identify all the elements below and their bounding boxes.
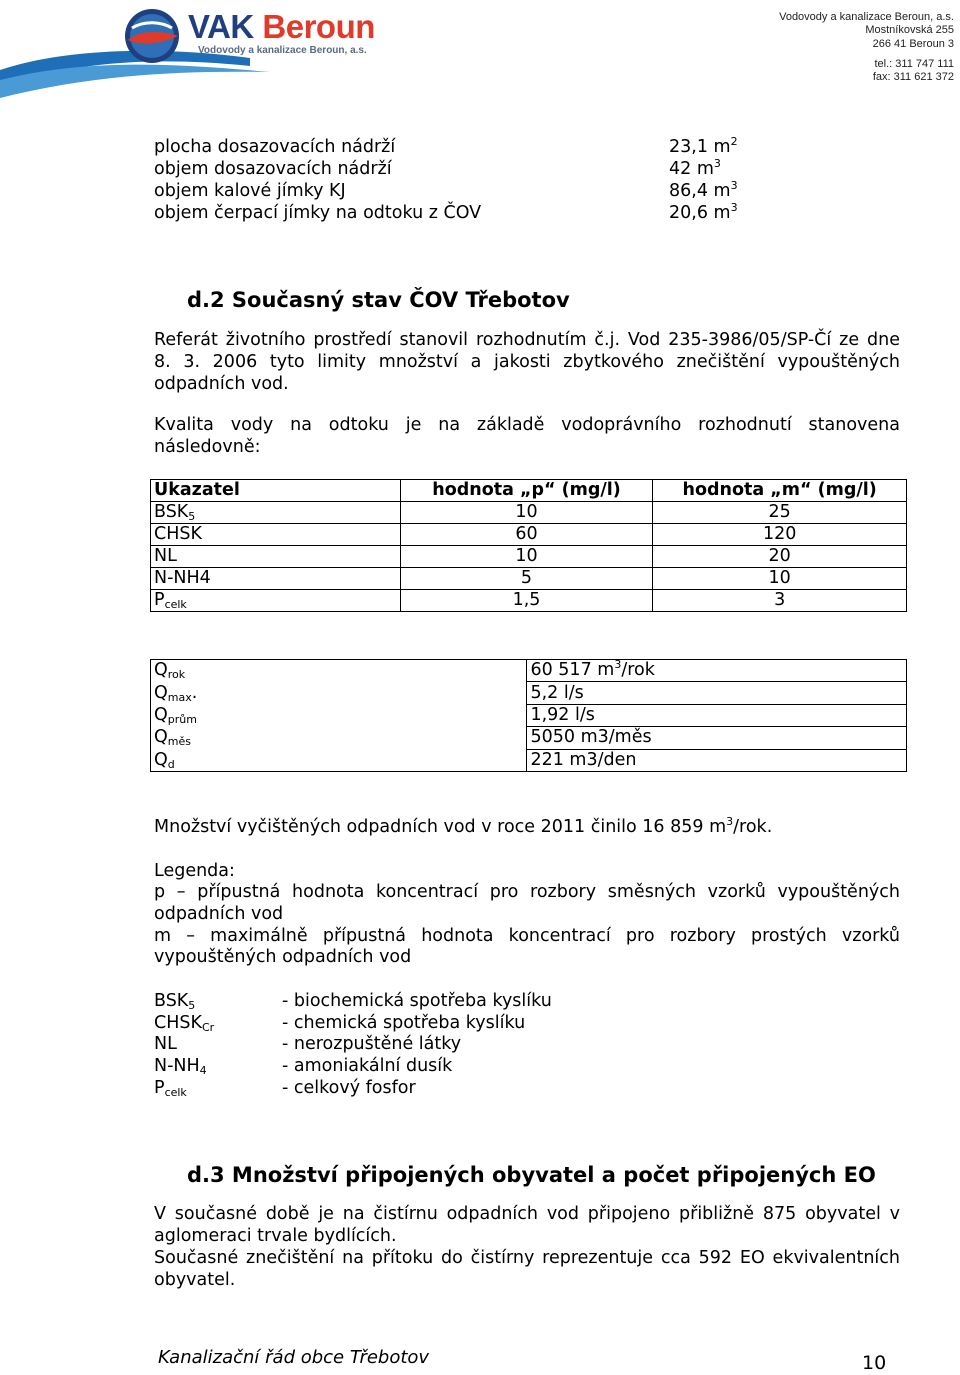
page-number: 10 — [862, 1352, 887, 1374]
address-line: Vodovody a kanalizace Beroun, a.s. — [779, 11, 954, 23]
legend-m-line: m – maximálně přípustná hodnota koncentrací pro rozbory prostých vzorků — [154, 926, 900, 946]
footer-title: Kanalizační řád obce Třebotov — [158, 1347, 430, 1368]
flows-table — [150, 659, 907, 772]
param-row: objem dosazovacích nádrží 42 $m^3$ — [154, 157, 721, 179]
brand-name: VAK Beroun — [188, 8, 375, 45]
address-line: Mostníkovská 255 — [865, 24, 954, 37]
paragraph: Referát životního prostředí stanovil rozhodnutím č.j. Vod 235-3986/05/SP-Čí ze dne 8. 3. 2006 tyto limity množství a jakosti zbytkového znečištění vypouštěných odpadních vod. — [154, 330, 900, 394]
table-header-row — [151, 480, 907, 502]
phone-number: tel.: 311 747 111 — [874, 57, 954, 70]
paragraph: Kvalita vody na odtoku je na základě vodoprávního rozhodnutí stanovena následovně: — [154, 415, 900, 457]
legend-title: Legenda: — [154, 861, 235, 881]
table-row: $Q_{měs}$ 5050 m3/měs — [151, 727, 907, 749]
table-row: $Q_{rok}$ 60 517 $m^3$/rok — [151, 660, 907, 682]
abbreviation-row: NL - nerozpuštěné látky — [154, 1034, 462, 1054]
column-header: hodnota „m“ (mg/l) — [653, 480, 907, 502]
legend-p-line: odpadních vod — [154, 904, 284, 924]
table-row: $BSK_5$ 10 25 — [151, 502, 907, 524]
abbreviation-row: $N-NH_4$ - amoniakální dusík — [154, 1056, 453, 1077]
brand-subtitle: Vodovody a kanalizace Beroun, a.s. — [198, 45, 367, 56]
abbreviation-row: $CHSK_{Cr}$ - chemická spotřeba kyslíku — [154, 1013, 526, 1034]
table-row: NL 10 20 — [151, 546, 907, 568]
cleaned-amount-text: Množství vyčištěných odpadních vod v roce 2011 činilo 16 859 $m^3$/rok. — [154, 815, 773, 837]
column-header: Ukazatel — [151, 480, 401, 502]
table-row: $Q_d$ 221 m3/den — [151, 749, 907, 771]
abbreviation-row: $BSK_5$ - biochemická spotřeba kyslíku — [154, 991, 552, 1012]
legend-p-line: p – přípustná hodnota koncentrací pro rozbory směsných vzorků vypouštěných — [154, 882, 900, 902]
table-row: $P_{celk}$ 1,5 3 — [151, 590, 907, 612]
param-row: objem kalové jímky KJ 86,4 $m^3$ — [154, 179, 738, 201]
paragraph: V současné době je na čistírnu odpadních vod připojeno přibližně 875 obyvatel v aglomeraci trvale bydlících. — [154, 1204, 900, 1246]
company-address — [724, 11, 954, 84]
paragraph: Současné znečištění na přítoku do čistírny reprezentuje cca 592 EO ekvivalentních obyvatel. — [154, 1248, 900, 1290]
table-row: $Q_{max}$. 5,2 l/s — [151, 682, 907, 704]
table-row: CHSK 60 120 — [151, 524, 907, 546]
section-heading-d3: d.3 Množství připojených obyvatel a počet připojených EO — [187, 1163, 876, 1187]
table-row: $Q_{prům}$ 1,92 l/s — [151, 704, 907, 726]
fax-number: fax: 311 621 372 — [872, 71, 954, 84]
legend-m-line: vypouštěných odpadních vod — [154, 947, 412, 967]
param-row: objem čerpací jímky na odtoku z ČOV 20,6 $m^3$ — [154, 201, 738, 223]
table-row: N-NH4 5 10 — [151, 568, 907, 590]
section-heading-d2: d.2 Současný stav ČOV Třebotov — [187, 288, 570, 312]
column-header: hodnota „p“ (mg/l) — [400, 480, 653, 502]
abbreviation-row: $P_{celk}$ - celkový fosfor — [154, 1078, 416, 1099]
limits-table — [150, 479, 907, 612]
param-row: plocha dosazovacích nádrží 23,1 $m^2$ — [154, 135, 738, 157]
address-line: 266 41 Beroun 3 — [872, 37, 954, 50]
